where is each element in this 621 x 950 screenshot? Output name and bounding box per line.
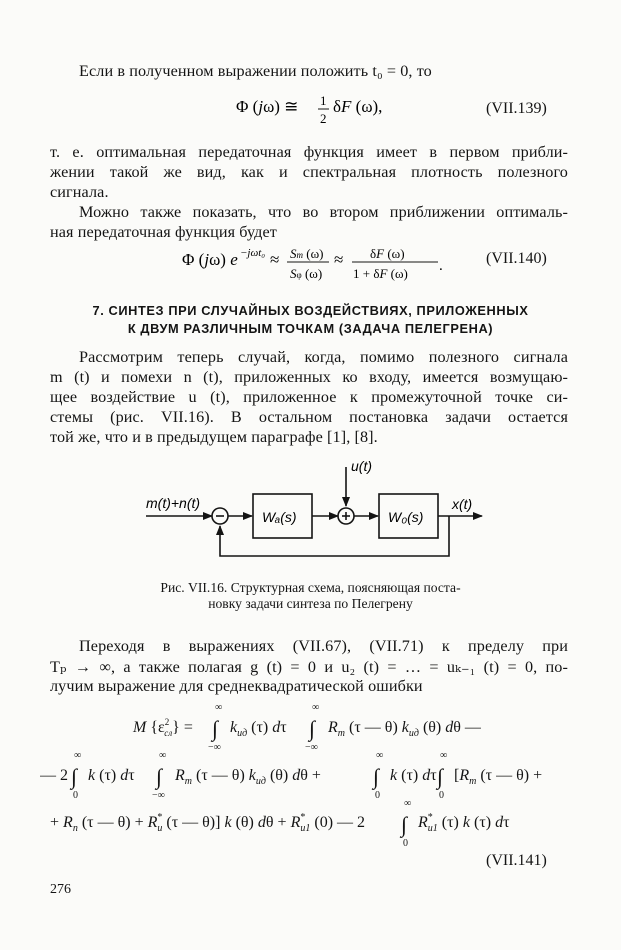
equation-140-tag: (VII.140)	[486, 250, 547, 267]
section-heading-line-1: 7. СИНТЕЗ ПРИ СЛУЧАЙНЫХ ВОЗДЕЙСТВИЯХ, ПРИЛОЖЕННЫХ	[92, 303, 529, 318]
svg-text:∫: ∫	[156, 764, 163, 789]
svg-text:∞: ∞	[376, 750, 384, 761]
figure-caption-line-2: новку задачи синтеза по Пелегрену	[208, 596, 413, 611]
equation-141	[40, 700, 580, 850]
svg-text:Rm (τ — θ) kuд (θ) dθ +: $R_m$ (τ — θ) $k_{uд}$ (θ) dθ +	[175, 767, 321, 787]
svg-text:∞: ∞	[312, 702, 320, 713]
equation-139-tag: (VII.139)	[486, 100, 547, 117]
paragraph-1-var: t₀ = 0, то	[372, 62, 432, 80]
svg-text:M {ε2сл} =: M {$\varepsilon^2$ сл} =	[133, 717, 193, 738]
svg-text:δF (ω): δF (ω)	[370, 246, 405, 261]
block-diagram	[0, 455, 621, 580]
svg-text:∞: ∞	[215, 702, 223, 713]
svg-text:R*u1 (τ) k (τ) dτ: R* u1 (τ) k (τ) dτ	[418, 812, 510, 834]
paragraph-4-line-2: m (t) и помехи n (t), приложенных ко входу, имеется возмущаю-	[50, 368, 568, 386]
svg-text:0: 0	[73, 790, 78, 801]
svg-text:1 + δF (ω): 1 + δF (ω)	[353, 266, 408, 281]
svg-text:∫: ∫	[401, 812, 408, 837]
paragraph-1	[79, 62, 432, 81]
svg-text:≈: ≈	[270, 250, 280, 269]
svg-text:δF (ω),: δF (ω),	[333, 97, 383, 116]
equation-141-tag: (VII.141)	[486, 852, 547, 869]
svg-text:0: 0	[439, 790, 444, 801]
svg-text:0: 0	[403, 838, 408, 849]
svg-text:[Rm (τ — θ) +: [$R_m$ (τ — θ) +	[454, 767, 543, 787]
paragraph-3-line-1: Можно также показать, что во втором приближении оптималь-	[79, 203, 568, 221]
svg-text:∞: ∞	[159, 750, 167, 761]
svg-text:∞: ∞	[440, 750, 448, 761]
paragraph-1-text: Если в полученном выражении положить	[79, 62, 369, 80]
svg-text:∫: ∫	[212, 716, 219, 741]
svg-text:+ Rn (τ — θ) + R*u (τ — θ)] k: + $R_n$ (τ — θ) + R* u (τ — θ)] k (θ) dθ + R* u1 (0) — 2	[50, 812, 366, 834]
svg-text:Φ (jω) e: Φ (jω) e	[182, 250, 238, 269]
svg-text:1: 1	[320, 93, 327, 108]
svg-text:−∞: −∞	[152, 790, 165, 801]
paragraph-5-line-1: Переходя в выражениях (VII.67), (VII.71) к пределу при	[79, 637, 568, 655]
svg-text:≈: ≈	[334, 250, 344, 269]
svg-text:∫: ∫	[71, 764, 78, 789]
equation-139	[236, 88, 436, 134]
svg-text:kuд (τ) dτ: $k_{uд}$ (τ) dτ	[230, 719, 287, 739]
svg-text:−jωt₀: −jωt₀	[240, 247, 266, 259]
svg-text:−∞: −∞	[208, 742, 221, 753]
paragraph-2-line-2: жении такой же вид, как и спектральная плотность полезного	[50, 163, 568, 181]
input-label: m(t)+n(t)	[146, 495, 201, 511]
paragraph-4-line-3: щее воздействие u (t), приложенное к промежуточной точке си-	[50, 388, 568, 406]
page-number: 276	[50, 882, 71, 897]
equation-140	[182, 240, 452, 290]
svg-text:0: 0	[375, 790, 380, 801]
svg-text:k (τ) dτ: k (τ) dτ	[88, 767, 135, 784]
svg-text:∫: ∫	[437, 764, 444, 789]
svg-text:Φ (jω) ≅: Φ (jω) ≅	[236, 97, 299, 116]
svg-text:k (τ) dτ: k (τ) dτ	[390, 767, 437, 784]
svg-text:— 2: — 2	[40, 767, 68, 784]
svg-text:2: 2	[320, 111, 327, 126]
svg-text:Sm (ω): Sm (ω)	[290, 246, 324, 261]
paragraph-5-line-3: лучим выражение для среднеквадратической ошибки	[50, 677, 423, 695]
svg-text:∫: ∫	[373, 764, 380, 789]
paragraph-5-line-2: Tₚ → ∞, а также полагая g (t) = 0 и u₂ (t) = … = uₖ₋₁ (t) = 0, по-	[50, 658, 568, 676]
paragraph-4-line-4: стемы (рис. VII.16). В остальном постановка задачи остается	[50, 408, 568, 426]
paragraph-4-line-5: той же, что и в предыдущем параграфе [1], [8].	[50, 428, 378, 446]
svg-text:Sφ (ω): Sφ (ω)	[290, 266, 323, 281]
paragraph-2-line-3: сигнала.	[50, 183, 109, 201]
svg-text:Rm (τ — θ) kuд (θ) dθ —: $R_m$ (τ — θ) $k_{uд}$ (θ) dθ —	[328, 719, 481, 739]
svg-text:∞: ∞	[404, 798, 412, 809]
disturbance-label: u(t)	[351, 458, 372, 474]
figure-caption-line-1: Рис. VII.16. Структурная схема, поясняющая поста-	[160, 580, 461, 595]
output-label: x(t)	[452, 496, 473, 512]
section-heading-line-2: К ДВУМ РАЗЛИЧНЫМ ТОЧКАМ (ЗАДАЧА ПЕЛЕГРЕНА)	[127, 321, 494, 336]
svg-text:.: .	[439, 258, 443, 274]
block-w0-label: W₀(s)	[388, 509, 424, 525]
paragraph-2-line-1: т. е. оптимальная передаточная функция имеет в первом прибли-	[50, 143, 568, 161]
svg-text:−∞: −∞	[305, 742, 318, 753]
paragraph-4-line-1: Рассмотрим теперь случай, когда, помимо полезного сигнала	[79, 348, 568, 366]
svg-text:∫: ∫	[309, 716, 316, 741]
paragraph-3-line-2: ная передаточная функция будет	[50, 223, 277, 241]
svg-text:∞: ∞	[74, 750, 82, 761]
block-wa-label: Wₐ(s)	[262, 509, 297, 525]
